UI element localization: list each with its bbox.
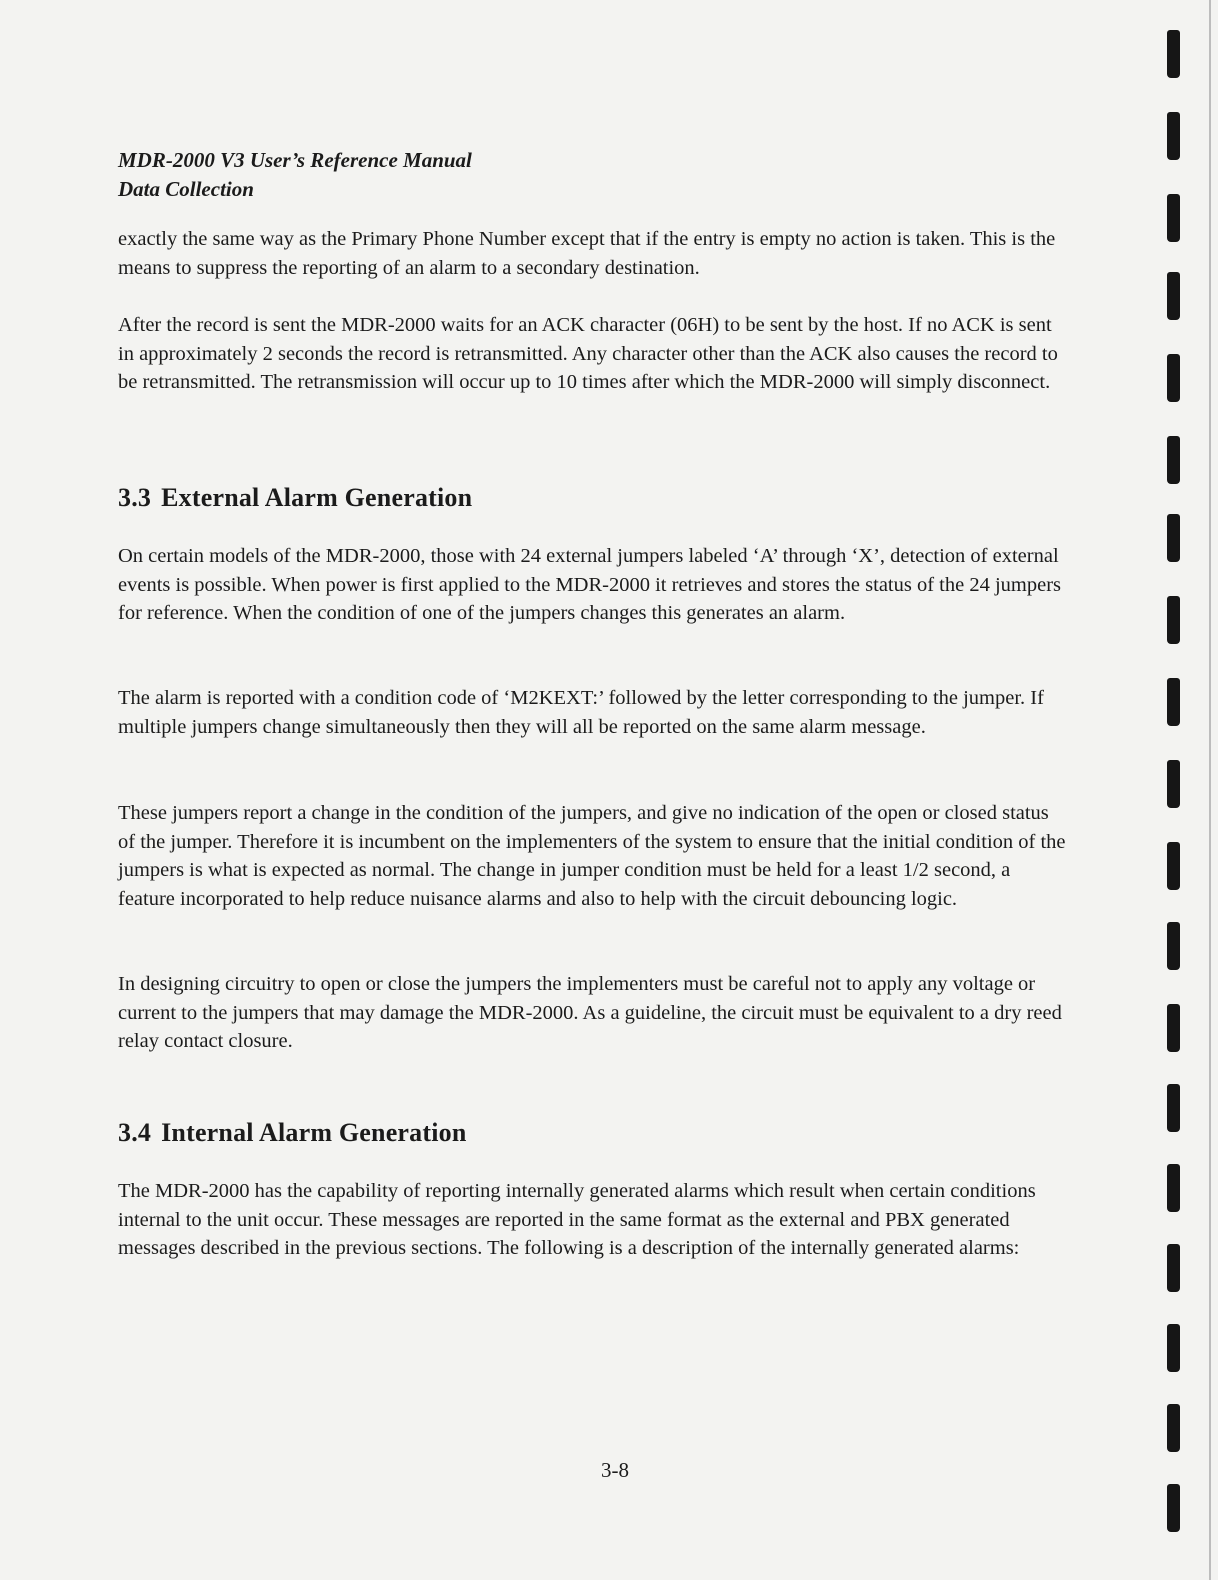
- manual-title: MDR-2000 V3 User’s Reference Manual: [118, 148, 472, 172]
- paragraph-secondary-phone: exactly the same way as the Primary Phone Number except that if the entry is empty no action is taken. This is the means to suppress the reporting of an alarm to a secondary destination.: [118, 228, 1056, 279]
- binding-tab: [1167, 436, 1180, 484]
- section-number: 3.3: [118, 483, 152, 512]
- binding-tab: [1167, 1164, 1180, 1212]
- page-number: 3-8: [601, 1458, 629, 1482]
- binding-tab: [1167, 514, 1180, 562]
- section-heading-3-4: [118, 1117, 467, 1149]
- section-title: External Alarm Generation: [161, 483, 473, 512]
- binding-tab: [1167, 760, 1180, 808]
- binding-tab: [1167, 1244, 1180, 1292]
- running-header: [118, 146, 472, 204]
- binding-tab: [1167, 842, 1180, 890]
- binding-tab: [1167, 112, 1180, 160]
- binding-tab: [1167, 596, 1180, 644]
- binding-tab: [1167, 30, 1180, 78]
- paragraph-condition-code: The alarm is reported with a condition code of ‘M2KEXT:’ followed by the letter corresponding to the jumper. If multiple jumpers change simultaneously then they will all be reported on the same alarm message.: [118, 687, 1044, 738]
- section-title: Internal Alarm Generation: [161, 1118, 467, 1147]
- binding-tab: [1167, 194, 1180, 242]
- section-number: 3.4: [118, 1118, 152, 1147]
- page-edge: [1209, 0, 1211, 1580]
- paragraph-internal-alarms: The MDR-2000 has the capability of reporting internally generated alarms which result when certain conditions internal to the unit occur. These messages are reported in the same format as the external and PBX generated messages described in the previous sections. The following is a description of the internally generated alarms:: [118, 1180, 1036, 1260]
- binding-tab: [1167, 1004, 1180, 1052]
- binding-tab: [1167, 922, 1180, 970]
- binding-tab: [1167, 678, 1180, 726]
- section-heading-3-3: [118, 482, 472, 514]
- paragraph-circuit-design: In designing circuitry to open or close the jumpers the implementers must be careful not to apply any voltage or current to the jumpers that may damage the MDR-2000. As a guideline, the circuit must be equivalent to a dry reed relay contact closure.: [118, 973, 1062, 1053]
- binding-tab: [1167, 1084, 1180, 1132]
- chapter-title: Data Collection: [118, 177, 254, 201]
- binding-tab: [1167, 1484, 1180, 1532]
- paragraph-external-jumpers: On certain models of the MDR-2000, those with 24 external jumpers labeled ‘A’ through ‘X’, detection of external events is possible. When power is first applied to the MDR-2000 it retrieves and stores the status of the 24 jumpers for reference. When the condition of one of the jumpers changes this generates an alarm.: [118, 545, 1062, 625]
- binding-tab: [1167, 1324, 1180, 1372]
- paragraph-ack-retransmission: After the record is sent the MDR-2000 waits for an ACK character (06H) to be sent by the host. If no ACK is sent in approximately 2 seconds the record is retransmitted. Any character other than the ACK also causes the record to be retransmitted. The retransmission will occur up to 10 times after which the MDR-2000 will simply disconnect.: [118, 314, 1058, 394]
- binding-tab: [1167, 354, 1180, 402]
- paragraph-jumper-status: These jumpers report a change in the condition of the jumpers, and give no indication of the open or closed status of the jumper. Therefore it is incumbent on the implementers of the system to ensure that the initial condition of the jumpers is what is expected as normal. The change in jumper condition must be held for a least 1/2 second, a feature incorporated to help reduce nuisance alarms and also to help with the circuit debouncing logic.: [118, 802, 1066, 910]
- binding-tab: [1167, 272, 1180, 320]
- binding-tab: [1167, 1404, 1180, 1452]
